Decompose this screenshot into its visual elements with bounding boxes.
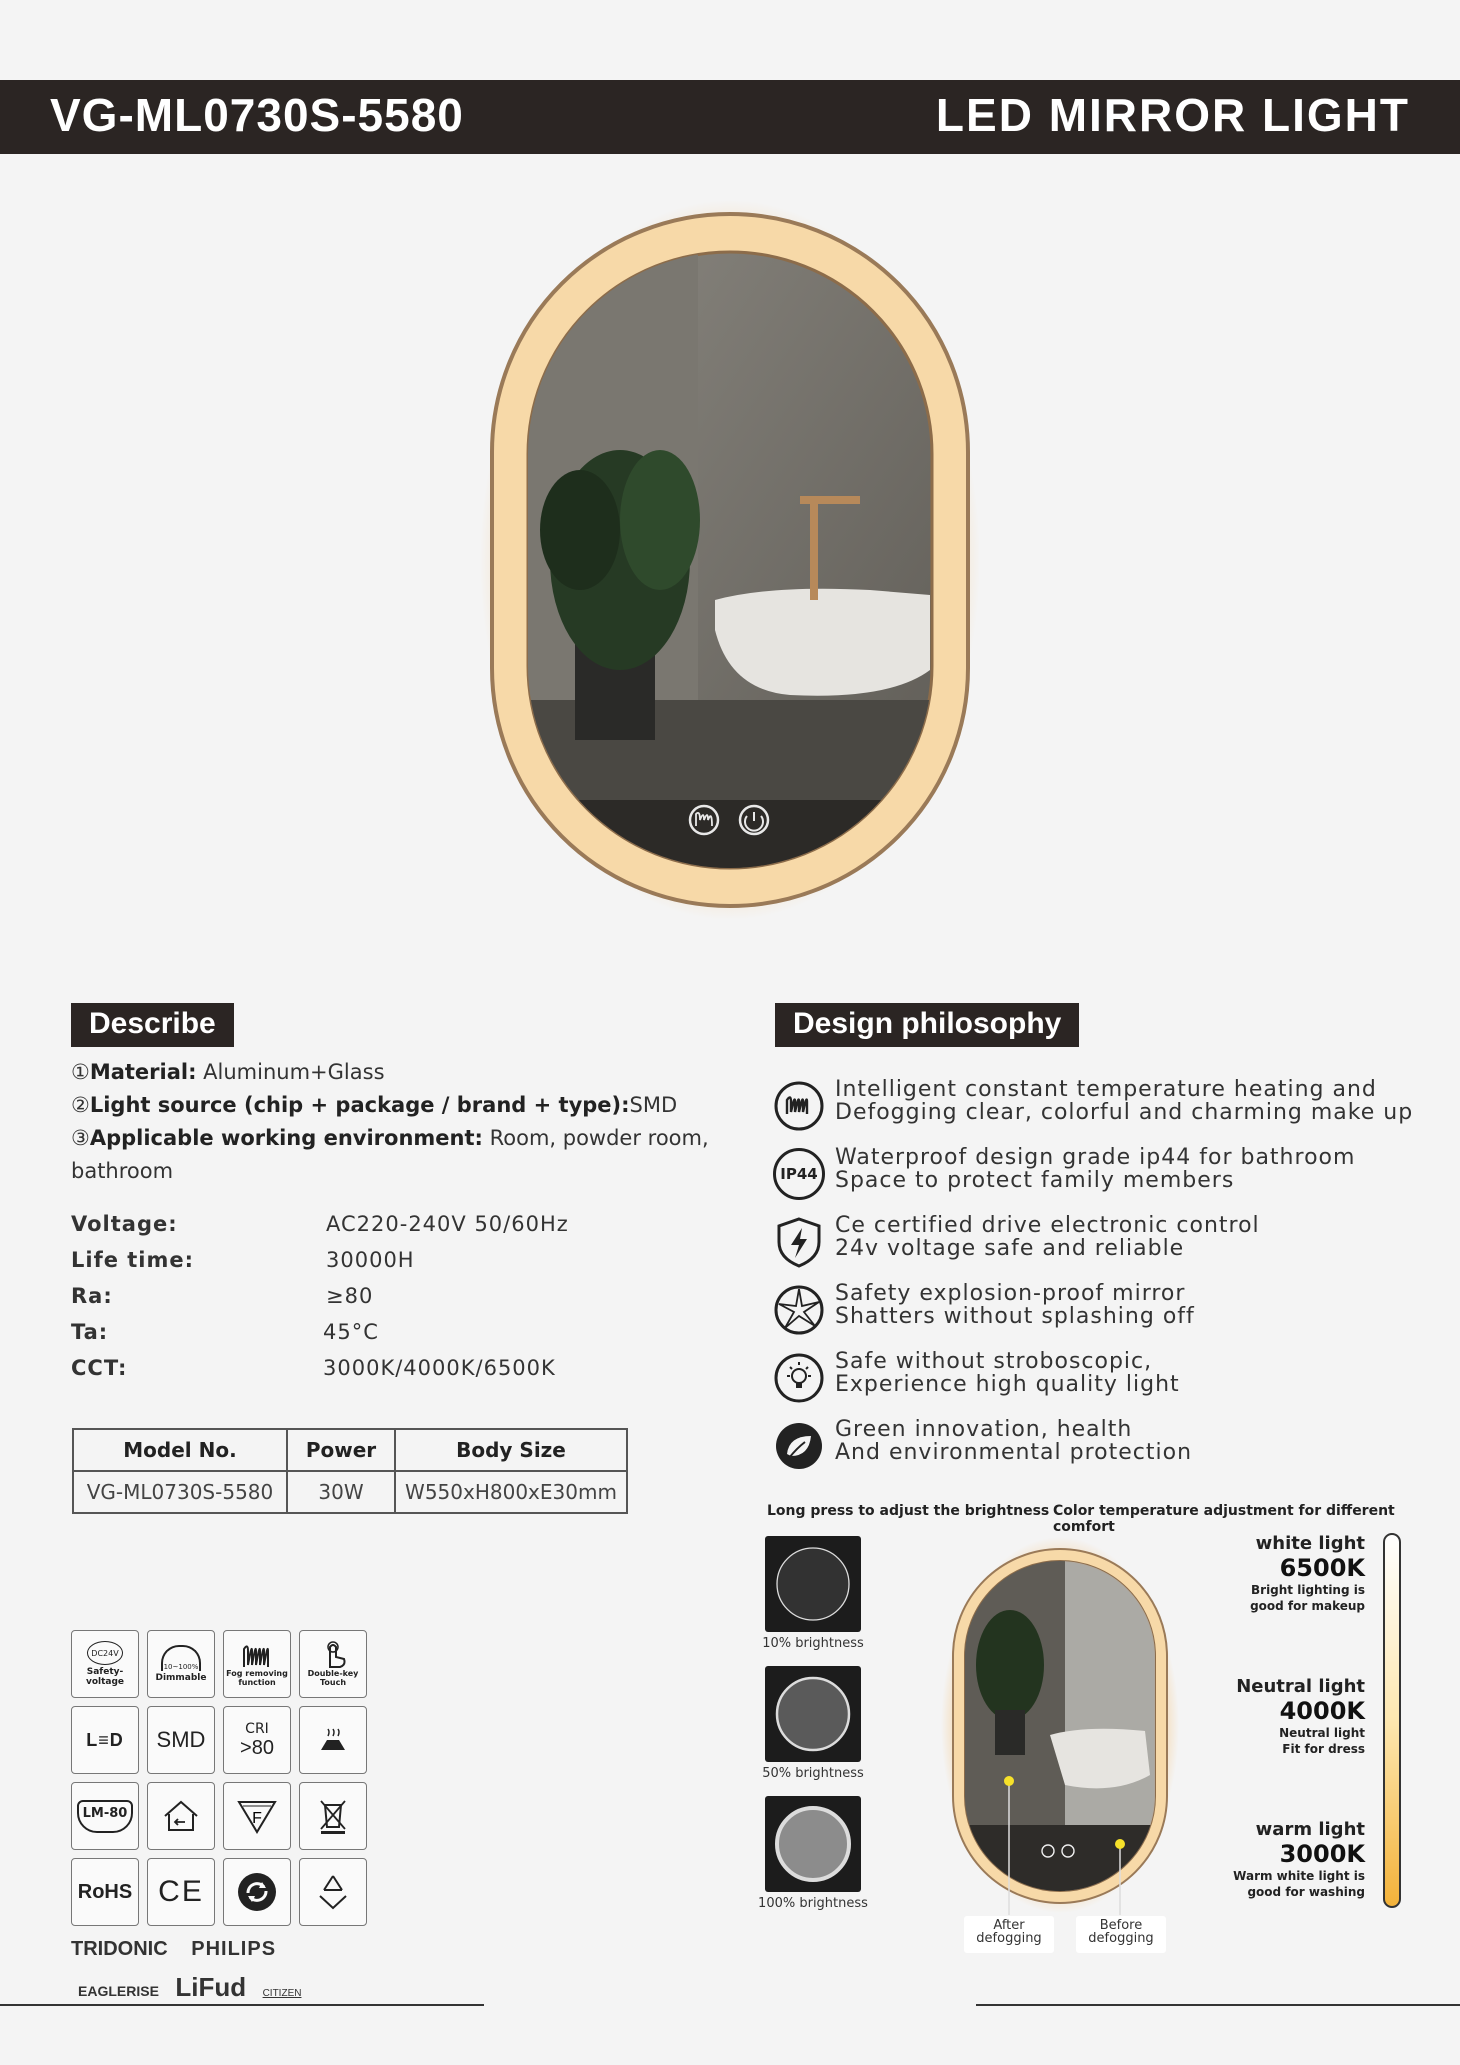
- ct-note: Warm white light is: [1233, 1869, 1365, 1883]
- model-table-cell: W550xH800xE30mm: [395, 1471, 627, 1513]
- ct-name: Neutral light: [1236, 1676, 1365, 1697]
- brand-row-2: [78, 1972, 301, 2003]
- philosophy-line: Space to protect family members: [835, 1168, 1235, 1193]
- philosophy-line: Intelligent constant temperature heating and: [835, 1077, 1377, 1102]
- describe-label: Light source (chip + package / brand + type):: [89, 1093, 630, 1117]
- dc24v-icon: [71, 1630, 139, 1698]
- heat-pad-glyph: [315, 1726, 351, 1754]
- ct-kelvin: 6500K: [1279, 1554, 1365, 1582]
- ip44-icon: [773, 1148, 825, 1200]
- spec-value: 45°C: [323, 1320, 379, 1344]
- brightness-thumb: [765, 1536, 861, 1632]
- ce-icon: [147, 1858, 215, 1926]
- defog-label-line: Before: [1099, 1918, 1143, 1933]
- recycle-arrow-icon: [223, 1858, 291, 1926]
- lm80-icon: [71, 1782, 139, 1850]
- describe-line-material: [71, 1056, 711, 1089]
- brand-tridonic: TRIDONIC: [71, 1938, 168, 1960]
- badge-text: L≡D: [86, 1729, 124, 1750]
- touch-icon: [299, 1630, 367, 1698]
- shield-bolt-icon: [773, 1216, 825, 1268]
- brightness-thumb: [765, 1666, 861, 1762]
- brightness-item: [763, 1666, 883, 1796]
- describe-value: Aluminum+Glass: [196, 1060, 385, 1084]
- describe-label: Applicable working environment:: [89, 1126, 483, 1150]
- recycle-icon: [299, 1858, 367, 1926]
- brightness-thumb: [765, 1796, 861, 1892]
- shatter-icon: [773, 1284, 825, 1336]
- spec-row-ta: [71, 1320, 691, 1356]
- defog-label-line: defogging: [976, 1931, 1042, 1946]
- badge-label: Double-key Touch: [307, 1669, 359, 1687]
- brand-citizen: CITIZEN: [262, 1988, 302, 1999]
- spec-row-cct: [71, 1356, 691, 1392]
- defog-mirror-image: [935, 1535, 1185, 1915]
- fog-icon: [223, 1630, 291, 1698]
- philosophy-item: [773, 1281, 1413, 1352]
- hand-glyph: [316, 1641, 350, 1669]
- model-table-header: Power: [287, 1429, 395, 1471]
- product-title: LED MIRROR LIGHT: [935, 89, 1410, 141]
- brightness-label: 10% brightness: [762, 1636, 864, 1651]
- bulb-icon: [773, 1352, 825, 1404]
- ct-note: Neutral light: [1279, 1726, 1365, 1740]
- spec-row-ra: [71, 1284, 691, 1320]
- color-temp-title: Color temperature adjustment for different comfort: [1053, 1503, 1395, 1535]
- weee-icon: [299, 1782, 367, 1850]
- describe-value: Room, powder room,: [482, 1126, 709, 1150]
- describe-line-environment: [71, 1122, 711, 1155]
- badge-top: CRI: [245, 1720, 269, 1737]
- philosophy-item: [773, 1349, 1413, 1420]
- indoor-icon: [147, 1782, 215, 1850]
- philosophy-line: 24v voltage safe and reliable: [835, 1236, 1185, 1261]
- after-defog-label: [964, 1916, 1054, 1953]
- fog-glyph: [240, 1641, 274, 1669]
- badge-top: DC24V: [87, 1641, 123, 1665]
- table-row: [73, 1471, 627, 1513]
- divider-right: [976, 2004, 1460, 2006]
- brand-eaglerise: EAGLERISE: [78, 1983, 159, 1999]
- describe-value: SMD: [629, 1093, 678, 1117]
- brand-philips: PHILIPS: [191, 1938, 277, 1960]
- badge-top: 10~100%: [161, 1645, 201, 1671]
- badge-text: SMD: [156, 1727, 206, 1752]
- recycle-arrow-glyph: [236, 1871, 278, 1913]
- describe-label: Material:: [89, 1060, 197, 1084]
- ct-kelvin: 4000K: [1279, 1697, 1365, 1725]
- spec-key: Voltage:: [71, 1212, 178, 1236]
- spec-key: Ra:: [71, 1284, 113, 1308]
- spec-key: CCT:: [71, 1356, 128, 1380]
- badge-row: [71, 1706, 367, 1774]
- spec-value: 3000K/4000K/6500K: [323, 1356, 556, 1380]
- brightness-mirror: [765, 1536, 861, 1632]
- spec-list: [71, 1212, 691, 1392]
- brightness-item: [763, 1536, 883, 1666]
- color-temp-gradient-bar: [1383, 1533, 1401, 1908]
- model-title: VG-ML0730S-5580: [50, 89, 464, 141]
- ct-kelvin: 3000K: [1279, 1840, 1365, 1868]
- rohs-icon: [71, 1858, 139, 1926]
- badge-text: RoHS: [77, 1880, 133, 1903]
- brightness-title: Long press to adjust the brightness: [767, 1503, 1050, 1519]
- certification-badges: [71, 1630, 367, 1926]
- badge-text: >80: [240, 1736, 274, 1759]
- philosophy-item: [773, 1213, 1413, 1284]
- philosophy-list: [773, 1077, 1414, 1488]
- model-table-cell: 30W: [287, 1471, 395, 1513]
- philosophy-line: Safe without stroboscopic,: [835, 1349, 1153, 1374]
- ct-note: good for washing: [1247, 1885, 1365, 1899]
- philosophy-line: Defogging clear, colorful and charming make up: [835, 1100, 1414, 1125]
- brightness-mirror: [765, 1666, 861, 1762]
- model-table: [72, 1428, 628, 1514]
- describe-line-light-source: [71, 1089, 711, 1122]
- brightness-label: 50% brightness: [762, 1766, 864, 1781]
- badge-row: [71, 1782, 367, 1850]
- describe-tag: Describe: [71, 1003, 234, 1047]
- led-icon: [71, 1706, 139, 1774]
- philosophy-line: Shatters without splashing off: [835, 1304, 1195, 1329]
- model-table-cell: VG-ML0730S-5580: [73, 1471, 287, 1513]
- model-table-header: Body Size: [395, 1429, 627, 1471]
- badge-row: [71, 1630, 367, 1698]
- philosophy-tag: Design philosophy: [775, 1003, 1079, 1047]
- brand-lifud: LiFud: [175, 1972, 247, 2002]
- philosophy-item: [773, 1417, 1413, 1488]
- philosophy-line: Ce certified drive electronic control: [835, 1213, 1260, 1238]
- describe-num: ②: [71, 1093, 90, 1117]
- ct-note: Fit for dress: [1282, 1742, 1365, 1756]
- f-mark-icon: [223, 1782, 291, 1850]
- color-temp-warm: [1165, 1819, 1365, 1900]
- spec-row-lifetime: [71, 1248, 691, 1284]
- mirror-hero-image: [470, 200, 990, 920]
- philosophy-line: Safety explosion-proof mirror: [835, 1281, 1186, 1306]
- ct-name: white light: [1255, 1533, 1365, 1554]
- philosophy-line: Green innovation, health: [835, 1417, 1133, 1442]
- color-temp-neutral: [1165, 1676, 1365, 1757]
- ip44-label: IP44: [780, 1165, 818, 1183]
- defog-label-line: defogging: [1088, 1931, 1154, 1946]
- badge-row: [71, 1858, 367, 1926]
- ct-name: warm light: [1255, 1819, 1365, 1840]
- house-glyph: [161, 1798, 201, 1834]
- spec-key: Ta:: [71, 1320, 109, 1344]
- brand-row-1: [71, 1938, 276, 1961]
- brightness-list: [758, 1536, 883, 1926]
- badge-text: F: [252, 1810, 262, 1827]
- leaf-icon: [773, 1420, 825, 1472]
- before-defog-label: [1076, 1916, 1166, 1953]
- ct-note: good for makeup: [1250, 1599, 1365, 1613]
- model-table-header: Model No.: [73, 1429, 287, 1471]
- cri-icon: [223, 1706, 291, 1774]
- badge-text: LM-80: [77, 1800, 134, 1833]
- ct-note: Bright lighting is: [1251, 1583, 1365, 1597]
- defog-label-line: After: [993, 1918, 1025, 1933]
- spec-value: AC220-240V 50/60Hz: [326, 1212, 569, 1236]
- describe-list: [71, 1056, 711, 1188]
- smd-icon: [147, 1706, 215, 1774]
- philosophy-item: [773, 1145, 1413, 1216]
- spec-value: ≥80: [326, 1284, 374, 1308]
- spec-value: 30000H: [326, 1248, 415, 1272]
- philosophy-line: And environmental protection: [835, 1440, 1193, 1465]
- badge-text: CE: [158, 1875, 204, 1908]
- brightness-mirror: [765, 1796, 861, 1892]
- heat-pad-icon: [299, 1706, 367, 1774]
- color-temp-white: [1165, 1533, 1365, 1614]
- brightness-item: [758, 1796, 883, 1926]
- divider-left: [0, 2004, 484, 2006]
- philosophy-item: [773, 1077, 1414, 1148]
- badge-label: Safety-voltage: [85, 1667, 125, 1687]
- bin-glyph: [315, 1797, 351, 1835]
- describe-num: ①: [71, 1060, 90, 1084]
- spec-key: Life time:: [71, 1248, 195, 1272]
- model-table-header-row: [73, 1429, 627, 1471]
- philosophy-line: Waterproof design grade ip44 for bathroom: [835, 1145, 1356, 1170]
- badge-label: Fog removing function: [226, 1669, 288, 1687]
- spec-row-voltage: [71, 1212, 691, 1248]
- heating-icon: [773, 1080, 825, 1132]
- dimmable-icon: [147, 1630, 215, 1698]
- recycle-glyph: [312, 1872, 354, 1912]
- describe-num: ③: [71, 1126, 90, 1150]
- f-mark-glyph: [235, 1796, 279, 1836]
- brightness-label: 100% brightness: [758, 1896, 868, 1911]
- describe-line-environment-cont: bathroom: [71, 1159, 174, 1183]
- philosophy-line: Experience high quality light: [835, 1372, 1180, 1397]
- badge-label: Dimmable: [155, 1673, 207, 1683]
